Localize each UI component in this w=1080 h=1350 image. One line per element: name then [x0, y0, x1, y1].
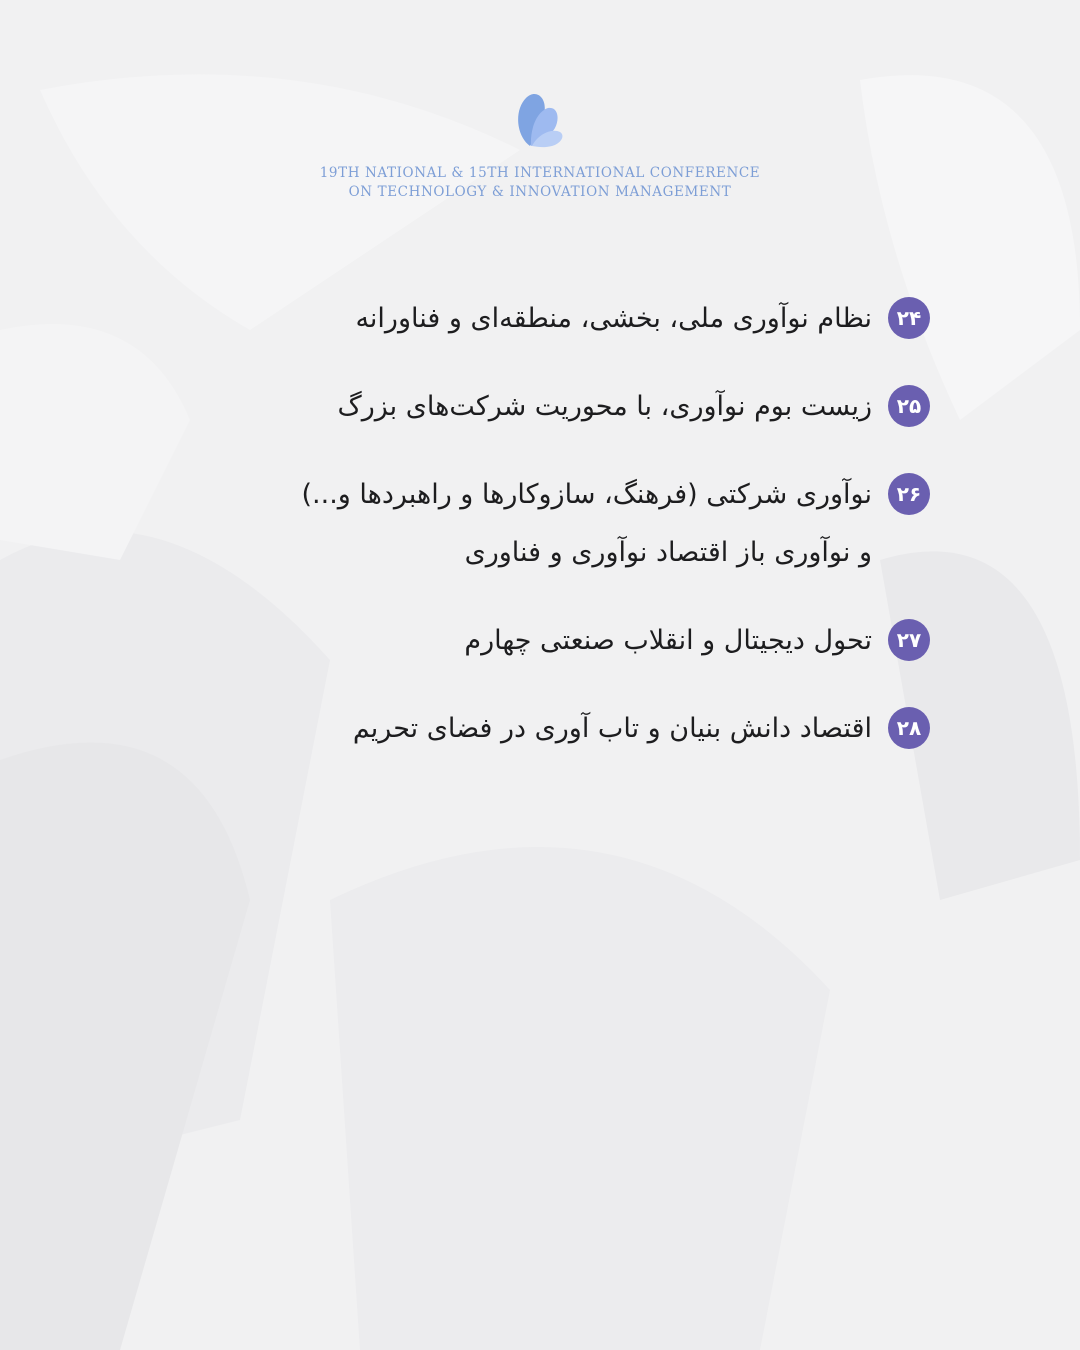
topic-text	[464, 612, 872, 670]
topic-number-badge: ۲۶	[888, 473, 930, 515]
topic-item	[170, 466, 930, 582]
topic-item	[170, 378, 930, 436]
topic-text	[353, 700, 872, 758]
conference-title	[0, 164, 1080, 202]
topic-text	[338, 378, 872, 436]
topic-item	[170, 700, 930, 758]
topic-line: اقتصاد دانش بنیان و تاب آوری در فضای تحریم	[352, 713, 872, 744]
topic-number-badge: ۲۵	[888, 385, 930, 427]
conference-header	[0, 88, 1080, 202]
conference-title-line-1: 19TH NATIONAL & 15TH INTERNATIONAL CONFERENCE	[319, 165, 761, 181]
topic-number-badge: ۲۸	[888, 707, 930, 749]
topic-item	[170, 290, 930, 348]
topic-list	[170, 290, 930, 788]
topic-line: نظام نوآوری ملی، بخشی، منطقه‌ای و فناورانه	[355, 303, 872, 334]
topic-line-continued: و نوآوری باز اقتصاد نوآوری و فناوری	[464, 537, 872, 568]
topic-item	[170, 612, 930, 670]
topic-line: زیست بوم نوآوری، با محوریت شرکت‌های بزرگ	[337, 391, 872, 422]
topic-number-badge: ۲۴	[888, 297, 930, 339]
topic-line: نوآوری شرکتی (فرهنگ، سازوکارها و راهبردها و...)	[301, 479, 872, 510]
conference-title-line-2: ON TECHNOLOGY & INNOVATION MANAGEMENT	[348, 184, 732, 200]
petal-logo-icon	[514, 88, 566, 150]
topic-line: تحول دیجیتال و انقلاب صنعتی چهارم	[464, 625, 872, 656]
topic-text	[302, 466, 872, 582]
topic-number-badge: ۲۷	[888, 619, 930, 661]
topic-text	[355, 290, 872, 348]
